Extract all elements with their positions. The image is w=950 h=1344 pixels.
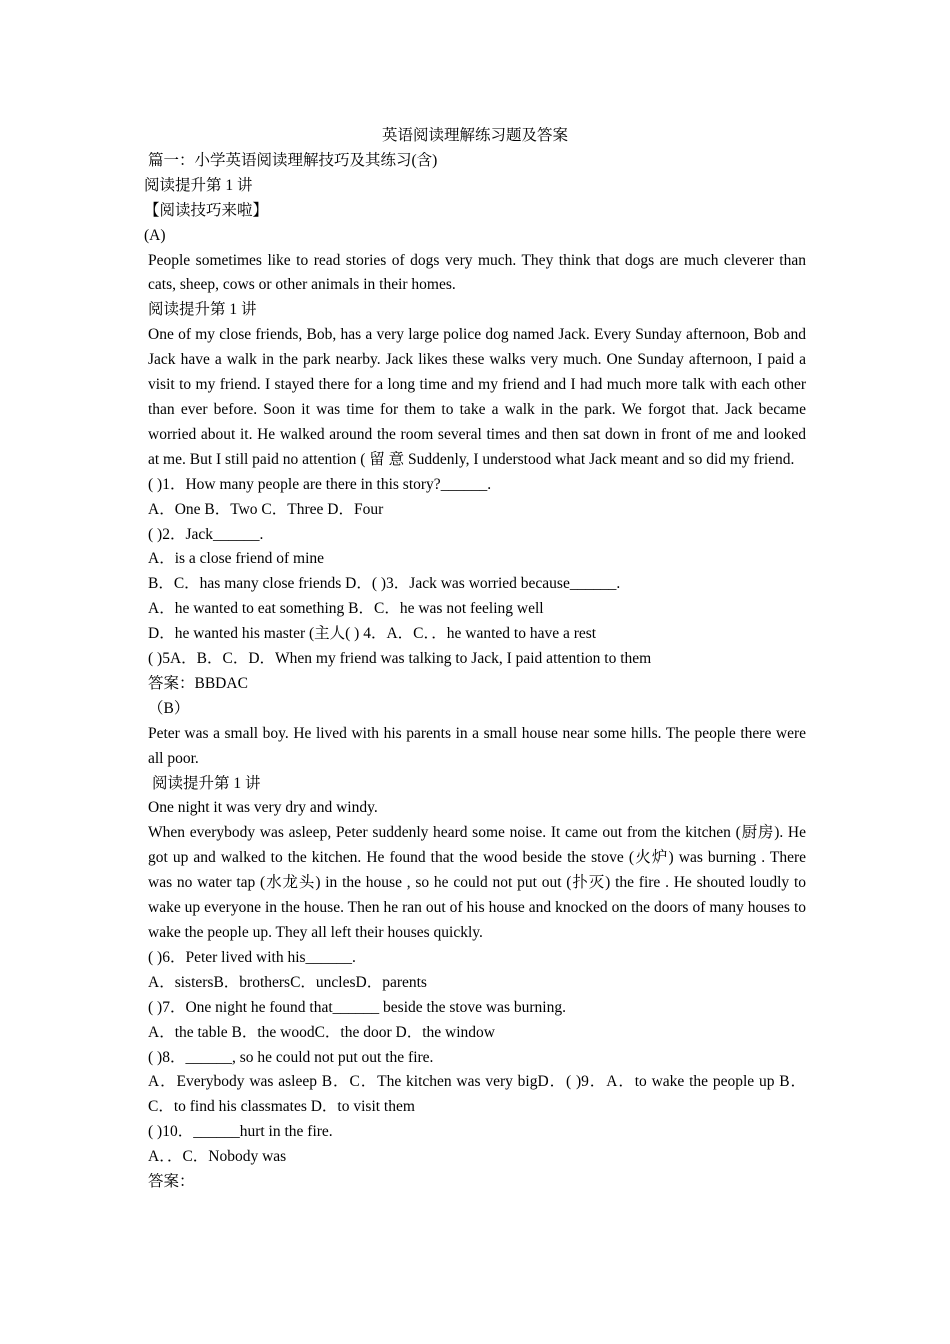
answer-options: A．the table B．the woodC．the door D．the window bbox=[148, 1023, 495, 1041]
question: ( )2．Jack______. bbox=[148, 525, 264, 543]
answer-options: A．One B．Two C．Three D．Four bbox=[148, 500, 384, 518]
part-label-b: （B） bbox=[148, 699, 190, 717]
question: ( )6．Peter lived with his______. bbox=[148, 948, 356, 966]
paragraph: When everybody was asleep, Peter suddenly heard some noise. It came out from the kitchen (厨房). He got up and walked to the kitchen. He found that the wood beside the stove (火炉) was burning . There was no water tap (水龙头) in the house , so he could not put out (扑灭) the fire . He shouted loudly to wake up everyone in the house. Then he ran out of his house and knocked on the doors of many houses to wake the people up. They all left their houses quickly. bbox=[148, 824, 806, 941]
paragraph: People sometimes like to read stories of dogs very much. They think that dogs are much cleverer than cats, sheep, cows or other animals in their homes. bbox=[148, 251, 806, 294]
answer-options: A．Everybody was asleep B．C．The kitchen was very bigD．( )9．A．to wake the people up B．C．to find his classmates D．to visit them bbox=[148, 1073, 806, 1116]
tips-heading: 【阅读技巧来啦】 bbox=[144, 201, 269, 219]
answer-key: 答案： bbox=[148, 1173, 195, 1191]
question: ( )8．______, so he could not put out the fire. bbox=[148, 1048, 434, 1066]
question: ( )5A．B．C．D．When my friend was talking to Jack, I paid attention to them bbox=[148, 650, 652, 668]
question: ( )1．How many people are there in this story?______. bbox=[148, 475, 492, 493]
answer-options: A．he wanted to eat something B．C．he was not feeling well bbox=[148, 600, 544, 618]
answer-options: B．C．has many close friends D．( )3．Jack was worried because______. bbox=[148, 575, 621, 593]
lesson-label: 阅读提升第 1 讲 bbox=[152, 774, 261, 792]
answer-options: A．sistersB．brothersC．unclesD．parents bbox=[148, 973, 427, 991]
lesson-label: 阅读提升第 1 讲 bbox=[144, 176, 253, 194]
answer-options: A．is a close friend of mine bbox=[148, 550, 325, 568]
part-label-a: (A) bbox=[144, 226, 166, 244]
question: ( )7．One night he found that______ beside the stove was burning. bbox=[148, 998, 566, 1016]
paragraph: One of my close friends, Bob, has a very large police dog named Jack. Every Sunday afternoon, Bob and Jack have a walk in the park nearby. Jack likes these walks very much. One Sunday afternoon, I paid a visit to my friend. I stayed there for a long time and my friend and I had much more talk with each other than ever before. Soon it was time for them to take a walk in the park. We forgot that. Jack became worried about it. He walked around the room several times and then sat down in front of me and looked at me. But I still paid no attention ( 留 意 Suddenly, I understood what Jack meant and so did my friend. bbox=[148, 326, 806, 468]
paragraph: Peter was a small boy. He lived with his parents in a small house near some hills. The people there were all poor. bbox=[148, 724, 806, 767]
answer-key: 答案：BBDAC bbox=[148, 674, 248, 692]
paragraph: One night it was very dry and windy. bbox=[148, 799, 378, 817]
document-title: 英语阅读理解练习题及答案 bbox=[381, 127, 568, 144]
question: ( )10．______hurt in the fire. bbox=[148, 1123, 333, 1141]
lesson-label: 阅读提升第 1 讲 bbox=[148, 301, 257, 319]
section-heading: 篇一：小学英语阅读理解技巧及其练习(含) bbox=[148, 151, 438, 169]
answer-options: A．．C．Nobody was bbox=[148, 1148, 287, 1166]
answer-options: D．he wanted his master (主人( ) 4．A．C．．he wanted to have a rest bbox=[148, 625, 597, 643]
document-page bbox=[144, 124, 806, 1195]
document-body bbox=[144, 149, 806, 1195]
